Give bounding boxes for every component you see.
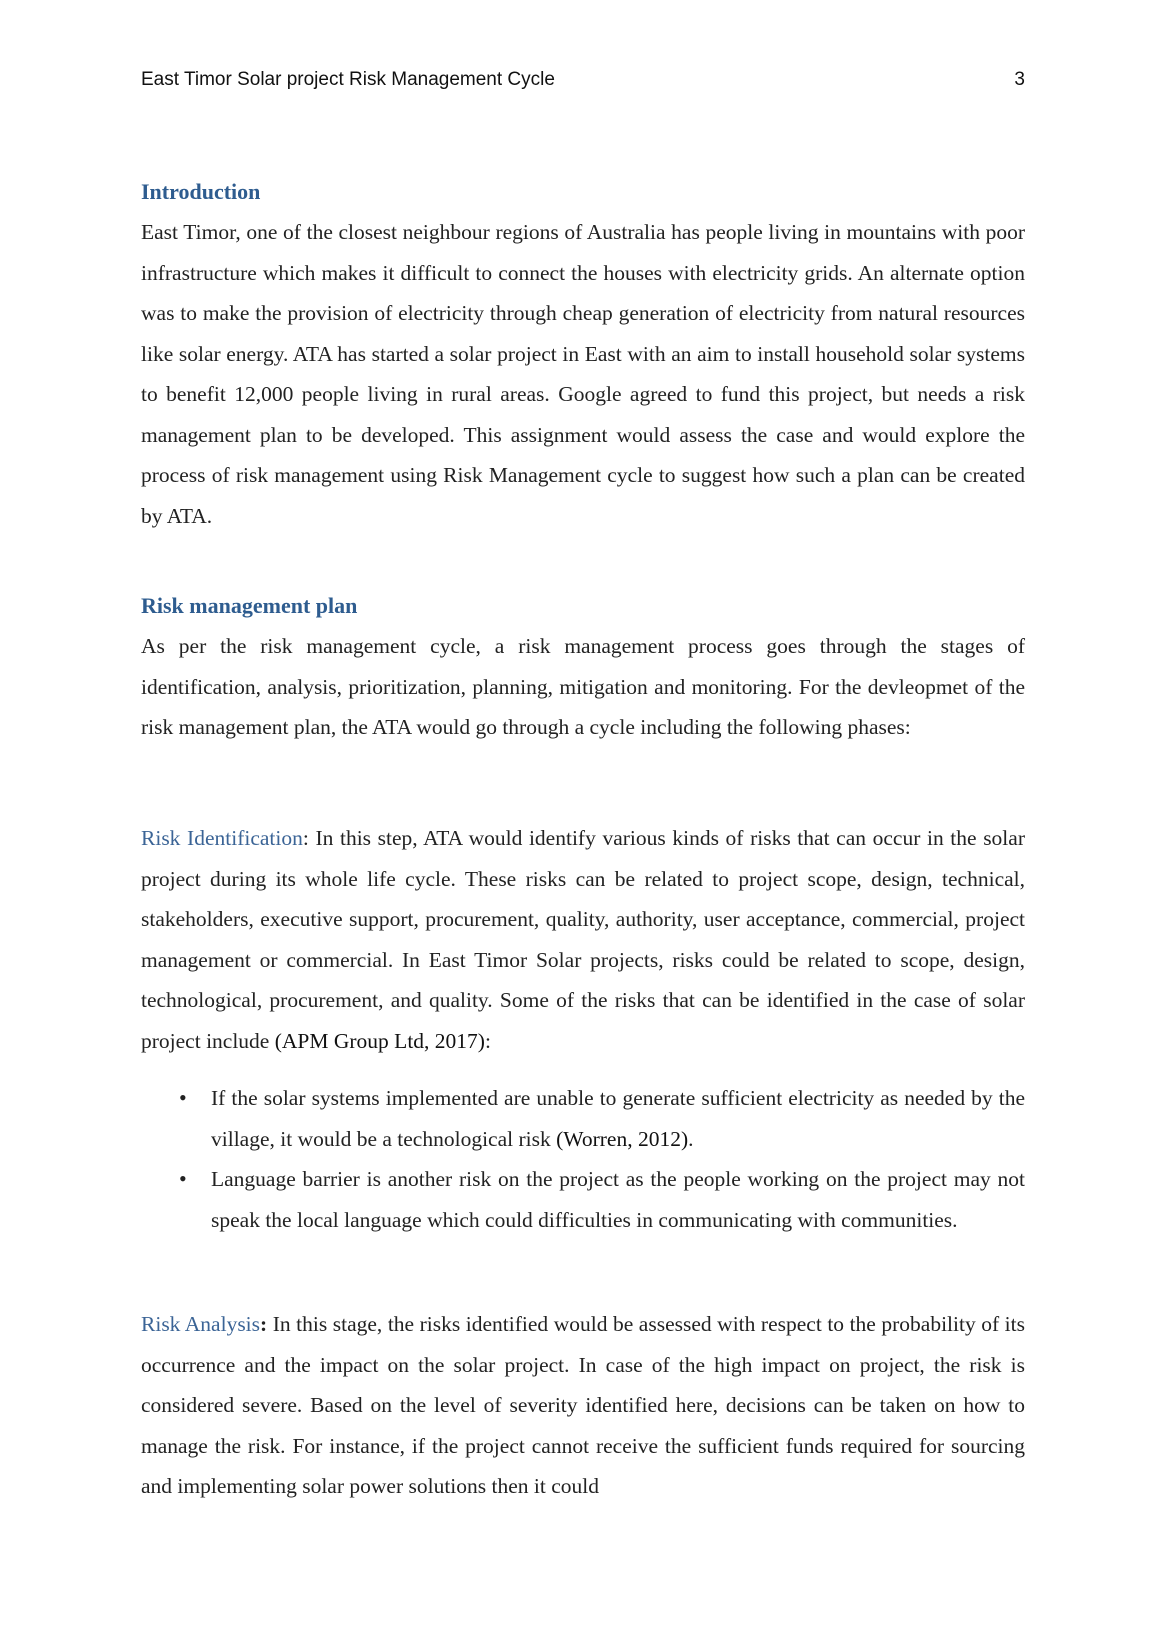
bullet-text: If the solar systems implemented are unable to generate sufficient electricity as needed by the village, it would be a technological risk: [211, 1086, 1025, 1151]
risk-analysis-colon: :: [260, 1312, 268, 1336]
bullet-text: Language barrier is another risk on the project as the people working on the project may not speak the local language which could difficulties in communicating with communities.: [211, 1167, 1025, 1232]
page-number: 3: [1014, 69, 1025, 90]
list-item: [141, 1159, 1025, 1240]
bullet-end: .: [688, 1126, 694, 1151]
risk-plan-paragraph: As per the risk management cycle, a risk management process goes through the stages of identification, analysis, prioritization, planning, mitigation and monitoring. For the devleopmet of the risk management plan, the ATA would go through a cycle including the following phases:: [141, 634, 1025, 739]
list-item: [141, 1078, 1025, 1159]
risk-bullet-list: [141, 1078, 1025, 1240]
introduction-paragraph: East Timor, one of the closest neighbour regions of Australia has people living in mountains with poor infrastructure which makes it difficult to connect the houses with electricity grids. An alternate option was to make the provision of electricity through cheap generation of electricity from natural resources like solar energy. ATA has started a solar project in East with an aim to install household solar systems to benefit 12,000 people living in rural areas. Google agreed to fund this project, but needs a risk management plan to be developed. This assignment would assess the case and would explore the process of risk management using Risk Management cycle to suggest how such a plan can be created by ATA.: [141, 220, 1025, 528]
risk-plan-section: [141, 586, 1025, 748]
citation-worren: (Worren, 2012): [556, 1126, 689, 1151]
risk-analysis-section: [141, 1304, 1025, 1507]
risk-identification-section: [141, 818, 1025, 1061]
citation-apm: (APM Group Ltd, 2017): [274, 1028, 485, 1053]
risk-identification-text: : In this step, ATA would identify various kinds of risks that can occur in the solar project during its whole life cycle. These risks can be related to project scope, design, technical, stakeholders, executive support, procurement, quality, authority, user acceptance, commercial, project management or commercial. In East Timor Solar projects, risks could be related to scope, design, technological, procurement, and quality. Some of the risks that can be identified in the case of solar project include: [141, 826, 1025, 1053]
risk-analysis-text: In this stage, the risks identified would be assessed with respect to the probability of its occurrence and the impact on the solar project. In case of the high impact on project, the risk is considered severe. Based on the level of severity identified here, decisions can be taken on how to manage the risk. For instance, if the project cannot receive the sufficient funds required for sourcing and implementing solar power solutions then it could: [141, 1312, 1025, 1498]
bullet-icon: •: [179, 1166, 187, 1191]
risk-analysis-paragraph: [141, 1304, 1025, 1507]
introduction-heading: Introduction: [141, 179, 261, 204]
risk-analysis-label: Risk Analysis: [141, 1312, 261, 1336]
running-header-title: East Timor Solar project Risk Management Cycle: [141, 69, 555, 90]
risk-identification-label: Risk Identification: [141, 826, 303, 850]
risk-identification-end: :: [484, 1028, 491, 1053]
risk-plan-heading: Risk management plan: [141, 593, 358, 618]
risk-identification-paragraph: [141, 818, 1025, 1061]
introduction-section: [141, 172, 1025, 536]
bullet-icon: •: [179, 1085, 187, 1110]
